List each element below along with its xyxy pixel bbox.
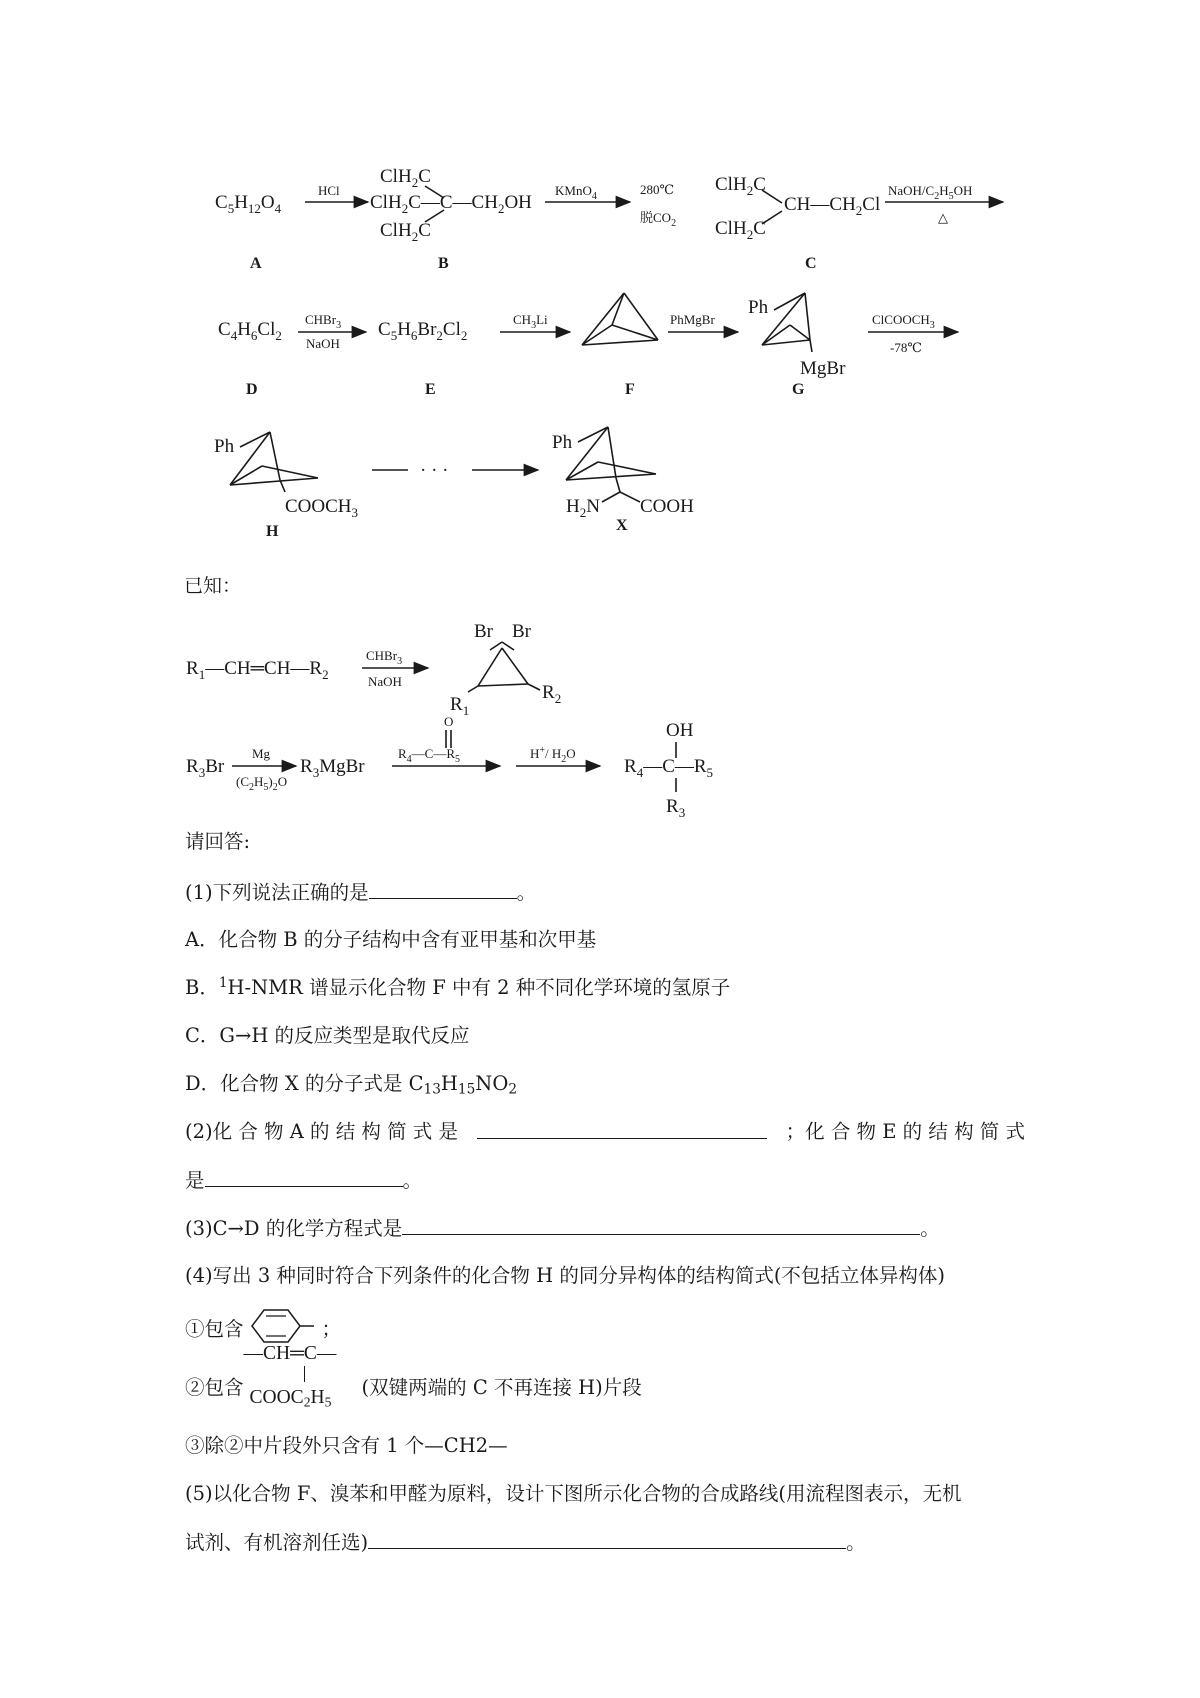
svg-text:R4—C—R5: $R_4—C—R_5$ xyxy=(624,756,714,780)
compound-X xyxy=(552,427,694,520)
svg-text:C5H12O4: $C_5H_{12}O_4$ xyxy=(215,192,282,216)
svg-text:HCl: HCl xyxy=(318,183,340,198)
svg-text:C4H6Cl2: $C_4H_6Cl_2$ xyxy=(218,319,282,343)
arrow-A-B xyxy=(305,183,368,202)
svg-text:COOH: COOH xyxy=(640,496,694,517)
known-heading: 已知： xyxy=(184,575,242,597)
question-3: (3)C→D 的化学方程式是 。 xyxy=(185,1214,940,1243)
ester-group: $COOC_2H_5$ xyxy=(249,1387,332,1410)
svg-text:Ph: Ph xyxy=(214,436,235,457)
svg-text:CH—CH2Cl: $CH—CH_2Cl$ xyxy=(784,194,881,218)
condition-2: ②包含 —CH═C— $COOC_2H_5$ (双键两端的 C 不再连接 H)片段 xyxy=(185,1374,642,1402)
svg-text:O: O xyxy=(444,714,454,729)
svg-text:△: △ xyxy=(938,210,948,225)
svg-text:H+/ H2O: H+/ $H_2O$ xyxy=(530,745,576,765)
condition-1: ①包含 ； xyxy=(185,1314,341,1346)
label-A: A xyxy=(250,255,262,272)
condition-3: ③除②中片段外只含有 1 个—CH2— xyxy=(185,1434,508,1457)
svg-text:MgBr: MgBr xyxy=(800,358,846,379)
answer-blank-5[interactable] xyxy=(368,1528,846,1549)
question-4: (4)写出 3 种同时符合下列条件的化合物 H 的同分异构体的结构简式(不包括立体异构体) xyxy=(185,1264,946,1287)
arrow-F-G xyxy=(668,312,738,332)
label-G: G xyxy=(792,381,805,398)
svg-text:PhMgBr: PhMgBr xyxy=(670,312,715,327)
svg-text:R3Br: $R_3Br$ xyxy=(186,756,225,780)
svg-text:Br: Br xyxy=(512,621,531,642)
label-B: B xyxy=(438,255,449,272)
compound-C xyxy=(715,174,880,242)
arrow-D-E xyxy=(298,312,366,351)
svg-text:ClH2C: ClH$_2$C xyxy=(380,220,431,244)
svg-text:ClH2C: ClH$_2$C xyxy=(715,174,766,198)
svg-text:R3: $R_3$ xyxy=(666,796,686,820)
label-E: E xyxy=(425,381,436,398)
svg-text:(C2H5)2O: $(C_2H_5)_2O$ xyxy=(236,774,288,793)
svg-text:-78℃: -78℃ xyxy=(890,340,922,355)
arrow-C-D xyxy=(885,183,1003,225)
arrow-H-X xyxy=(372,460,538,481)
svg-text:ClCOOCH3: ClCOOCH$_3$ xyxy=(872,312,935,331)
option-D: D．化合物 X 的分子式是 $C_{13}H_{15}NO_2$ xyxy=(185,1072,518,1098)
compound-B xyxy=(370,166,532,244)
svg-text:R2: $R_2$ xyxy=(542,682,562,706)
compound-F-bicyclopentane xyxy=(582,293,658,345)
svg-text:CHBr3: CHBr$_3$ xyxy=(366,648,403,667)
svg-text:Mg: Mg xyxy=(252,746,271,761)
question-5-line1: (5)以化合物 F、溴苯和甲醛为原料，设计下图所示化合物的合成路线(用流程图表示，无机 xyxy=(185,1482,962,1505)
alkene-fragment: —CH═C— xyxy=(243,1343,337,1364)
label-D: D xyxy=(246,381,258,398)
svg-text:KMnO4: KMnO$_4$ xyxy=(555,183,597,202)
label-F: F xyxy=(625,381,635,398)
label-C: C xyxy=(805,255,817,272)
svg-text:R3MgBr: $R_3MgBr$ xyxy=(300,756,365,780)
svg-text:· · ·: · · · xyxy=(420,460,449,481)
svg-text:R4—C—R5: $R_4—C—R_5$ xyxy=(398,746,461,765)
svg-text:C5H6Br2Cl2: $C_5H_6Br_2Cl_2$ xyxy=(378,319,468,343)
svg-text:Ph: Ph xyxy=(552,432,573,453)
compound-E xyxy=(378,319,467,343)
compound-D xyxy=(218,319,282,343)
svg-text:CHBr3: CHBr$_3$ xyxy=(305,312,342,331)
answer-prompt: 请回答: xyxy=(185,830,251,853)
compound-G xyxy=(748,293,846,379)
svg-text:280℃: 280℃ xyxy=(640,182,675,197)
arrow-B-C xyxy=(545,182,676,229)
svg-text:Ph: Ph xyxy=(748,297,769,318)
svg-text:ClH2C—C—CH2OH: $ClH_2C—C—CH_2OH$ xyxy=(370,192,532,216)
svg-text:CH3Li: $CH_3Li$ xyxy=(513,312,548,331)
known-reaction-1 xyxy=(186,621,561,718)
question-1: (1)下列说法正确的是 。 xyxy=(185,878,536,907)
arrow-G-H xyxy=(868,312,958,355)
svg-text:NaOH/C2H5OH: NaOH/$C_2H_5OH$ xyxy=(888,183,973,202)
svg-text:NaOH: NaOH xyxy=(368,674,402,689)
label-X: X xyxy=(616,517,628,534)
svg-text:ClH2C: ClH$_2$C xyxy=(715,218,766,242)
compound-A xyxy=(215,192,282,216)
svg-text:COOCH3: $COOCH_3$ xyxy=(285,496,359,520)
svg-text:Br: Br xyxy=(474,621,493,642)
svg-text:ClH2C: ClH$_2$C xyxy=(380,166,431,190)
answer-blank-2a[interactable] xyxy=(477,1118,767,1139)
question-2-line1: (2)化 合 物 A 的 结 构 简 式 是 ；化 合 物 E 的 结 构 简 式 xyxy=(185,1120,1025,1143)
label-H: H xyxy=(266,523,279,540)
svg-text:NaOH: NaOH xyxy=(306,336,340,351)
answer-blank-3[interactable] xyxy=(402,1214,920,1235)
arrow-E-F xyxy=(500,312,570,332)
answer-blank-1[interactable] xyxy=(369,878,517,899)
known-reaction-2-grignard xyxy=(186,714,713,820)
svg-text:OH: OH xyxy=(666,720,694,741)
compound-H xyxy=(214,432,358,520)
question-2-line2: 是 。 xyxy=(185,1166,422,1195)
option-C: C．G→H 的反应类型是取代反应 xyxy=(185,1024,470,1047)
reaction-scheme xyxy=(0,0,1200,820)
question-5-line2: 试剂、有机溶剂任选) 。 xyxy=(185,1528,866,1557)
svg-text:R1: $R_1$ xyxy=(450,694,470,718)
option-A: A．化合物 B 的分子结构中含有亚甲基和次甲基 xyxy=(185,928,597,951)
svg-text:R1—CH═CH—R2: $R_1—CH═CH—R_2$ xyxy=(186,658,329,682)
option-B: B．$^1$H-NMR 谱显示化合物 F 中有 2 种不同化学环境的氢原子 xyxy=(185,975,731,999)
svg-text:H2N: $H_2N$ xyxy=(566,496,600,520)
svg-text:脱CO2: 脱$CO_2$ xyxy=(640,210,677,229)
answer-blank-2b[interactable] xyxy=(205,1166,403,1187)
